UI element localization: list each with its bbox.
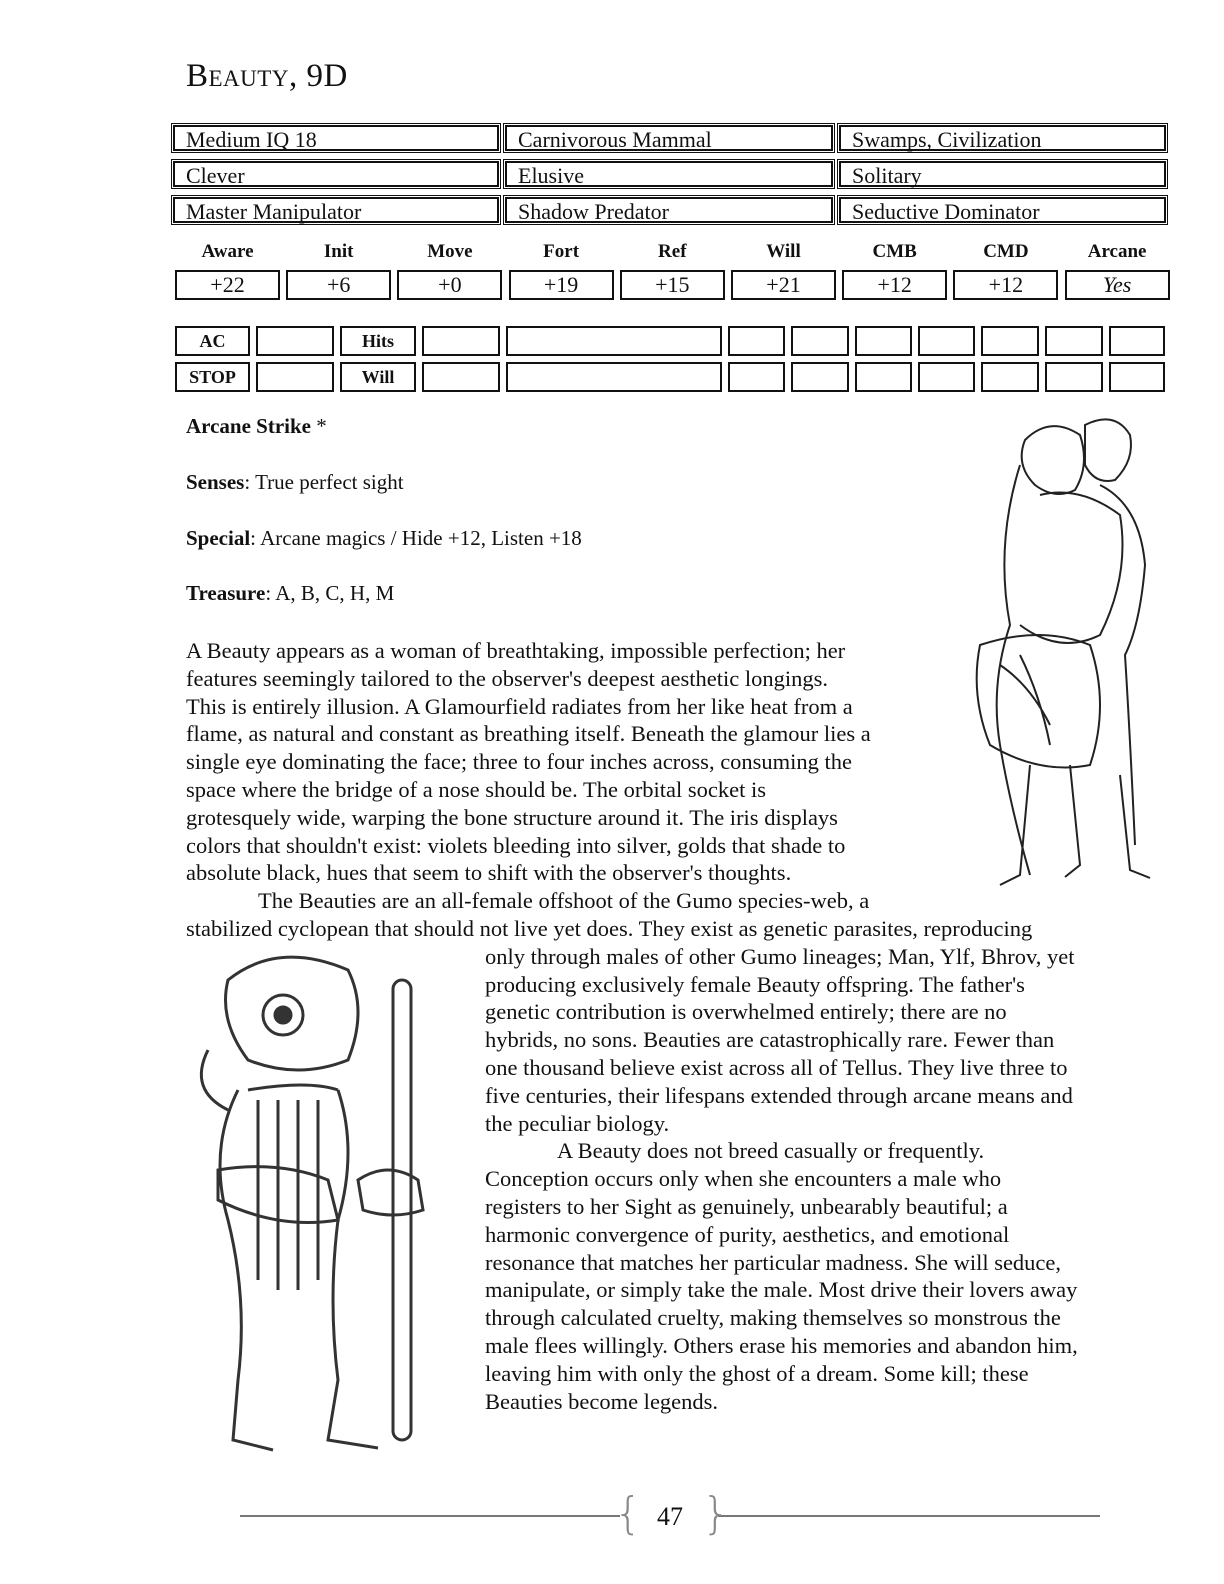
stat-label-ref: Ref (658, 241, 687, 262)
body-line: genetic contribution is overwhelmed entirely; there are no (485, 999, 1007, 1025)
trait-cell: Carnivorous Mammal (505, 125, 833, 151)
left-bracket-ornament: { (614, 1488, 642, 1539)
tracker-empty-cell[interactable] (506, 326, 722, 356)
arcane-strike-label: Arcane Strike (186, 414, 312, 438)
stat-value-fort: +19 (509, 270, 614, 300)
footer-rule-left (240, 1515, 620, 1517)
tracker-empty-cell[interactable] (791, 362, 849, 392)
tracker-empty-cell[interactable] (981, 326, 1039, 356)
tracker-empty-cell[interactable] (728, 326, 785, 356)
trait-cell: Elusive (505, 161, 833, 187)
stat-value-will: +21 (731, 270, 836, 300)
body-line: stabilized cyclopean that should not live yet does. They exist as genetic parasites, reproducing (186, 915, 1033, 941)
treasure (186, 581, 394, 606)
treasure-label: Treasure (186, 581, 266, 605)
stat-value-move: +0 (397, 270, 502, 300)
trait-cell: Medium IQ 18 (173, 125, 499, 151)
body-line: the peculiar biology. (485, 1110, 670, 1136)
tracker-empty-cell[interactable] (981, 362, 1039, 392)
stat-value-cmb: +12 (842, 270, 947, 300)
special (186, 526, 582, 551)
stat-label-init: Init (323, 241, 354, 262)
stat-label-move: Move (427, 241, 473, 262)
arcane-strike (186, 414, 327, 439)
body-line: only through males of other Gumo lineages; Man, Ylf, Bhrov, yet (485, 943, 1075, 969)
tracker-empty-cell[interactable] (1045, 326, 1103, 356)
trait-cell: Seductive Dominator (839, 197, 1166, 223)
stat-label-will: Will (766, 241, 801, 262)
body-line: This is entirely illusion. A Glamourfield radiates from her like heat from a (186, 693, 853, 719)
body-line: A Beauty appears as a woman of breathtaking, impossible perfection; her (186, 638, 846, 663)
body-line: five centuries, their lifespans extended through arcane means and (485, 1082, 1073, 1108)
body-line: The Beauties are an all-female offshoot of the Gumo species-web, a (258, 888, 870, 914)
stop-label: STOP (175, 362, 250, 392)
tracker-empty-cell[interactable] (855, 362, 912, 392)
body-line: registers to her Sight as genuinely, unbearably beautiful; a (485, 1193, 1008, 1219)
stat-label-aware: Aware (201, 241, 254, 262)
body-line: through calculated cruelty, making themselves so monstrous the (485, 1305, 1061, 1331)
trait-cell: Clever (173, 161, 499, 187)
tracker-empty-cell[interactable] (728, 362, 785, 392)
senses (186, 470, 404, 495)
treasure-value: : A, B, C, H, M (265, 581, 395, 605)
body-line: space where the bridge of a nose should be. The orbital socket is (186, 776, 767, 802)
body-line: resonance that matches her particular madness. She will seduce, (485, 1249, 1062, 1275)
ac-label: AC (175, 326, 250, 356)
body-line: producing exclusively female Beauty offspring. The father's (485, 971, 1025, 997)
body-line: grotesquely wide, warping the bone structure around it. The iris displays (186, 804, 838, 830)
stat-value-cmd: +12 (953, 270, 1058, 300)
body-line: hybrids, no sons. Beauties are catastrophically rare. Fewer than (485, 1027, 1055, 1053)
body-line: male flees willingly. Others erase his memories and abandon him, (485, 1332, 1078, 1358)
stat-label-fort: Fort (543, 241, 580, 262)
tracker-empty-cell[interactable] (1109, 362, 1165, 392)
hits-label: Hits (340, 326, 416, 356)
body-line: flame, as natural and constant as breathing itself. Beneath the glamour lies a (186, 721, 871, 747)
body-line: absolute black, hues that seem to shift with the observer's thoughts. (186, 860, 792, 886)
trait-cell: Shadow Predator (505, 197, 833, 223)
description-text (186, 637, 1166, 1415)
page-title: Beauty, 9D (186, 58, 348, 94)
senses-value: : True perfect sight (244, 470, 404, 494)
tracker-empty-cell[interactable] (256, 326, 334, 356)
senses-label: Senses (186, 470, 245, 494)
tracker-empty-cell[interactable] (791, 326, 849, 356)
arcane-strike-mark: * (311, 414, 327, 438)
tracker-empty-cell[interactable] (422, 326, 500, 356)
stat-label-cmb: CMB (872, 241, 917, 262)
stat-label-arcane: Arcane (1087, 241, 1147, 262)
tracker-empty-cell[interactable] (422, 362, 500, 392)
page-number: 47 (657, 1502, 683, 1531)
body-line: A Beauty does not breed casually or frequently. (557, 1138, 985, 1164)
special-label: Special (186, 526, 251, 550)
stat-value-aware: +22 (175, 270, 280, 300)
body-line: features seemingly tailored to the observer's deepest aesthetic longings. (186, 665, 828, 691)
body-line: leaving him with only the ghost of a dream. Some kill; these (485, 1360, 1029, 1386)
footer-rule-right (718, 1515, 1100, 1517)
body-line: colors that shouldn't exist: violets bleeding into silver, golds that shade to (186, 832, 846, 858)
tracker-empty-cell[interactable] (256, 362, 334, 392)
tracker-empty-cell[interactable] (1109, 326, 1165, 356)
body-line: harmonic convergence of purity, aesthetics, and emotional (485, 1221, 1010, 1247)
body-line: Beauties become legends. (485, 1388, 719, 1414)
tracker-empty-cell[interactable] (918, 362, 975, 392)
right-bracket-ornament: } (702, 1488, 730, 1539)
trait-cell: Master Manipulator (173, 197, 499, 223)
body-line: one thousand believe exist across all of Tellus. They live three to (485, 1054, 1068, 1080)
tracker-empty-cell[interactable] (918, 326, 975, 356)
body-line: single eye dominating the face; three to four inches across, consuming the (186, 749, 853, 775)
tracker-empty-cell[interactable] (506, 362, 722, 392)
stat-value-arcane: Yes (1065, 270, 1170, 300)
tracker-empty-cell[interactable] (1045, 362, 1103, 392)
stat-value-init: +6 (286, 270, 391, 300)
stat-value-ref: +15 (620, 270, 725, 300)
special-value: : Arcane magics / Hide +12, Listen +18 (250, 526, 582, 550)
stat-label-cmd: CMD (983, 241, 1029, 262)
trait-cell: Swamps, Civilization (839, 125, 1166, 151)
tracker-empty-cell[interactable] (855, 326, 912, 356)
trait-cell: Solitary (839, 161, 1166, 187)
will-label: Will (340, 362, 416, 392)
body-line: manipulate, or simply take the male. Most drive their lovers away (485, 1277, 1078, 1303)
body-line: Conception occurs only when she encounters a male who (485, 1166, 1002, 1192)
